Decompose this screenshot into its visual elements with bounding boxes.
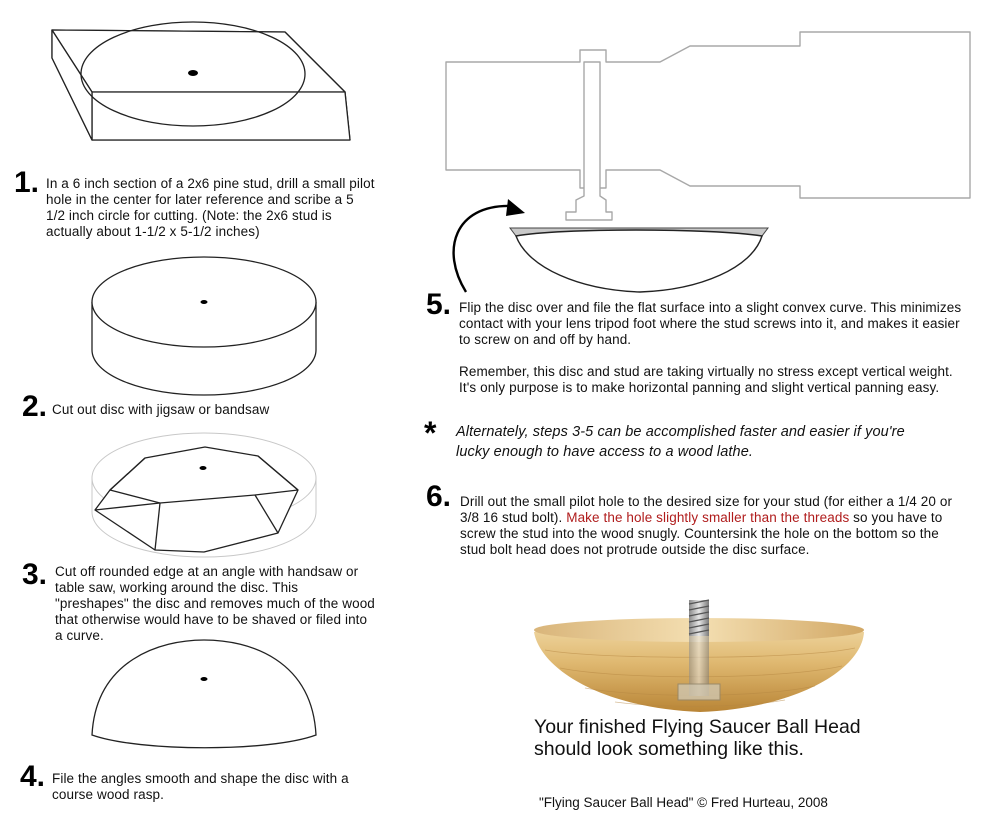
step-5-text: Flip the disc over and file the flat surface into a slight convex curve. This minimizes contact with your lens tripod foot where the stud screws into it, and makes it easier to screw on and off by hand. (459, 300, 962, 347)
step-3-number: 3. (22, 558, 48, 591)
step-1-text: In a 6 inch section of a 2x6 pine stud, drill a small pilot hole in the center for later reference and scribe a 5 1/2 inch circle for cutting. (Note: the 2x6 stud is actually about 1-1/2 x 5-1/2 inches) (46, 176, 375, 239)
step-6-text (460, 494, 960, 558)
cut-disc-illustration (92, 257, 316, 395)
shaped-dome-illustration (92, 640, 316, 748)
step-6-text-before: Drill out the small pilot hole to the desired size for your stud (for either a 1/4 20 or 3/8 16 stud bolt). (460, 494, 953, 525)
finished-ball-head-illustration (534, 600, 864, 712)
step-4-text: File the angles smooth and shape the disc with a course wood rasp. (52, 771, 349, 802)
step-3-text: Cut off rounded edge at an angle with handsaw or table saw, working around the disc. This "preshapes" the disc and removes much of the wood that otherwise would have to be shaved or filed into a curve. (55, 564, 375, 643)
pine-block-illustration (52, 22, 350, 140)
asterisk-mark: * (424, 415, 437, 451)
step-6-highlight: Make the hole slightly smaller than the threads (566, 510, 850, 525)
step-5-note: Remember, this disc and stud are taking virtually no stress except vertical weight. It's only purpose is to make horizontal panning and slight vertical panning easy. (459, 364, 953, 395)
lens-tripod-foot-illustration (446, 32, 970, 220)
step-6-text-after: so you have to screw the stud into the wood snugly. Countersink the hole on the bottom so the stud bolt head does not protrude outside the disc surface. (460, 510, 943, 557)
step-2-text: Cut out disc with jigsaw or bandsaw (52, 402, 270, 417)
finished-caption: Your finished Flying Saucer Ball Head should look something like this. (534, 716, 861, 760)
flip-arrow-icon (454, 199, 525, 292)
preshaped-disc-illustration (92, 433, 316, 557)
step-4-number: 4. (20, 760, 46, 793)
step-1-number: 1. (14, 166, 40, 199)
convex-disc-illustration (510, 228, 768, 292)
step-2-number: 2. (22, 390, 48, 423)
step-6-number: 6. (426, 480, 452, 513)
step-5-number: 5. (426, 288, 452, 321)
lathe-note-text: Alternately, steps 3-5 can be accomplished faster and easier if you're lucky enough to have access to a wood lathe. (456, 424, 905, 460)
credit-line: "Flying Saucer Ball Head" © Fred Hurteau, 2008 (539, 795, 828, 810)
